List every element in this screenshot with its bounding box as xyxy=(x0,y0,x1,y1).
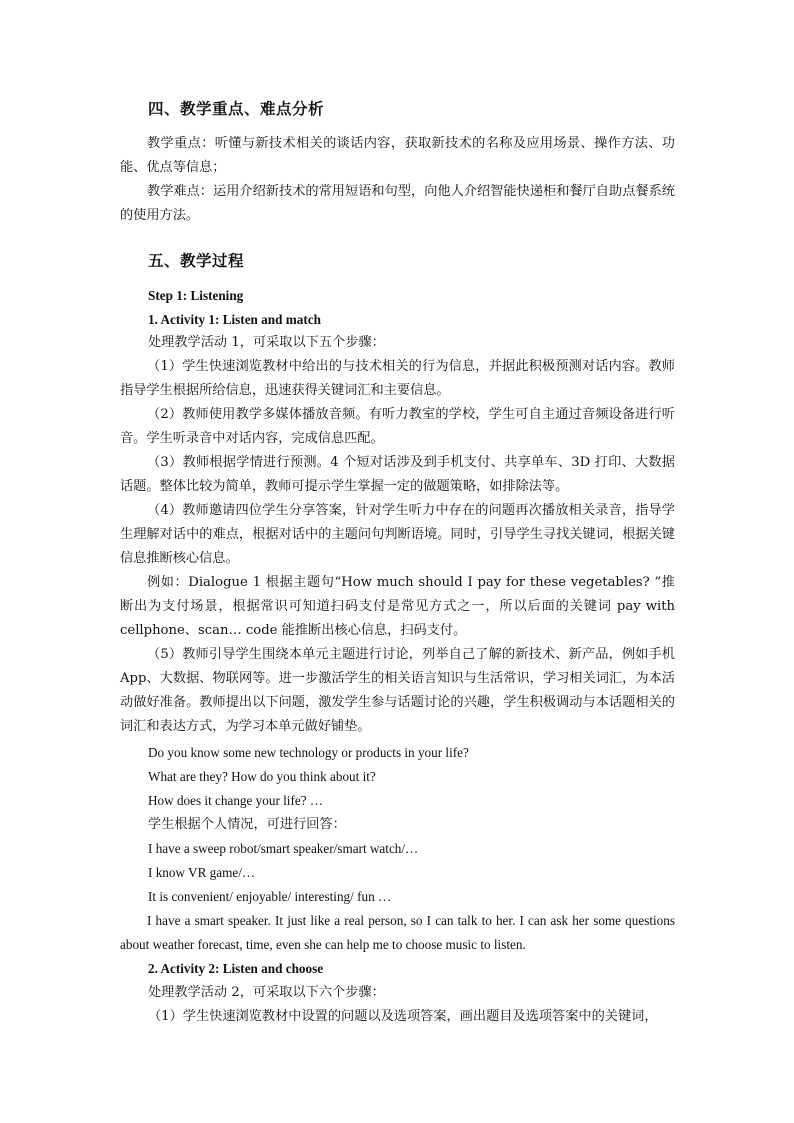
answer-1: I have a sweep robot/smart speaker/smart watch/… xyxy=(148,841,419,856)
section-4-title: 四、教学重点、难点分析 xyxy=(148,100,325,118)
activity-1-intro: 处理教学活动 1，可采取以下五个步骤： xyxy=(148,335,385,350)
question-3: How does it change your life? … xyxy=(148,793,324,808)
activity-2-step-1: （1）学生快速浏览教材中设置的问题以及选项答案，画出题目及选项答案中的关键词， xyxy=(148,1009,658,1024)
activity-1-heading: 1. Activity 1: Listen and match xyxy=(148,312,321,327)
key-point-paragraph: 教学重点：听懂与新技术相关的谈话内容，获取新技术的名称及应用场景、操作方法、功能、优点等信息； xyxy=(120,136,675,175)
question-1: Do you know some new technology or products in your life? xyxy=(148,745,469,760)
answer-3: It is convenient/ enjoyable/ interesting/ fun … xyxy=(148,889,392,904)
section-5-title: 五、教学过程 xyxy=(148,252,245,270)
activity-2-heading: 2. Activity 2: Listen and choose xyxy=(148,961,324,976)
activity-1-step-5: （5）教师引导学生围绕本单元主题进行讨论，列举自己了解的新技术、新产品，例如手机 App、大数据、物联网等。进一步激活学生的相关语言知识与生活常识，学习相关词汇，为本活动做好准备。教师提出以下问题，激发学生参与话题讨论的兴趣，学生积极调动与本话题相关的词汇和表达方式，为学习本单元做好铺垫。 xyxy=(120,647,675,734)
step-1-heading: Step 1: Listening xyxy=(148,288,244,303)
answer-4: I have a smart speaker. It just like a real person, so I can talk to her. I can ask her some questions about weather forecast, time, even she can help me to choose music to listen. xyxy=(120,913,675,952)
answer-intro: 学生根据个人情况，可进行回答： xyxy=(148,817,346,832)
difficulty-paragraph: 教学难点：运用介绍新技术的常用短语和句型，向他人介绍智能快递柜和餐厅自助点餐系统的使用方法。 xyxy=(120,184,675,223)
activity-2-intro: 处理教学活动 2，可采取以下六个步骤： xyxy=(148,985,385,1000)
activity-1-example: 例如：Dialogue 1 根据主题句“How much should I pay for these vegetables? ”推断出为支付场景，根据常识可知道扫码支付是常见方式之一，所以后面的关键词 pay with cellphone、scan… code 能推断出核心信息，扫码支付。 xyxy=(120,575,675,638)
activity-1-step-2: （2）教师使用教学多媒体播放音频。有听力教室的学校，学生可自主通过音频设备进行听音。学生听录音中对话内容，完成信息匹配。 xyxy=(120,407,675,446)
activity-1-step-4: （4）教师邀请四位学生分享答案，针对学生听力中存在的问题再次播放相关录音，指导学生理解对话中的难点，根据对话中的主题问句判断语境。同时，引导学生寻找关键词，根据关键信息推断核心信息。 xyxy=(120,503,675,566)
activity-1-step-1: （1）学生快速浏览教材中给出的与技术相关的行为信息，并据此积极预测对话内容。教师指导学生根据所给信息，迅速获得关键词汇和主要信息。 xyxy=(120,359,675,398)
answer-2: I know VR game/… xyxy=(148,865,256,880)
activity-1-step-3: （3）教师根据学情进行预测。4 个短对话涉及到手机支付、共享单车、3D 打印、大数据话题。整体比较为简单，教师可提示学生掌握一定的做题策略，如排除法等。 xyxy=(120,455,675,494)
question-2: What are they? How do you think about it? xyxy=(148,769,376,784)
